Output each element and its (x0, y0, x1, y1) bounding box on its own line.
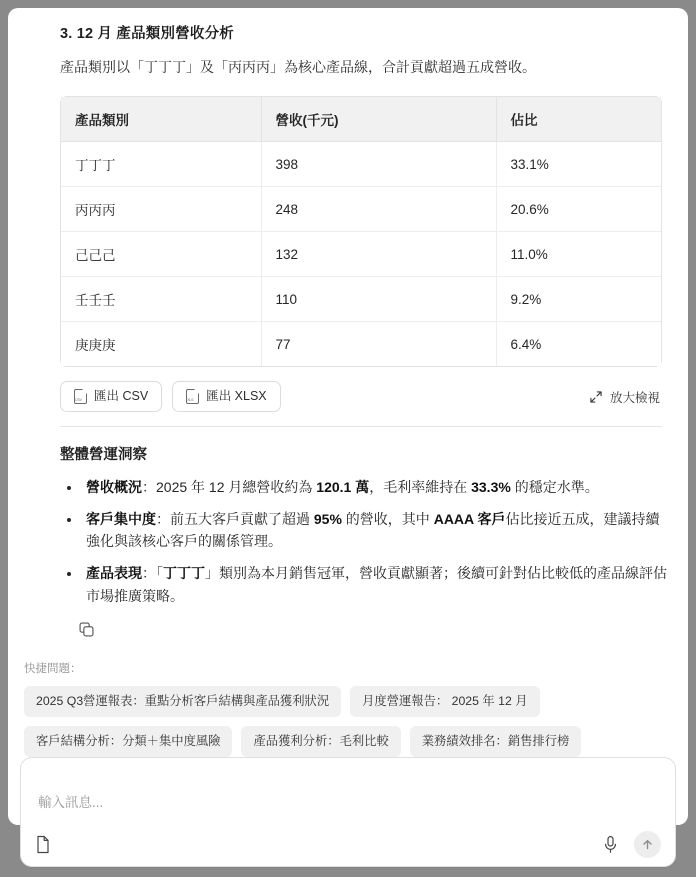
export-csv-label: 匯出 CSV (94, 389, 149, 404)
message-actions (78, 621, 672, 638)
quick-question-chip[interactable]: 產品獲利分析：毛利比較 (241, 726, 400, 757)
cell-category: 壬壬壬 (61, 277, 261, 322)
quick-questions-label: 快捷問題： (24, 663, 82, 676)
page-title: 3. 12 月 產品類別營收分析 (60, 26, 235, 42)
cell-revenue: 398 (261, 142, 496, 187)
cell-share: 6.4% (496, 322, 661, 367)
revenue-table (61, 97, 661, 366)
list-item: • 產品表現：「丁丁丁」類別為本月銷售冠軍，營收貢獻顯著；後續可針對佔比較低的產品線評估市場推廣策略。 (82, 562, 672, 607)
table-header-row (61, 97, 661, 142)
column-header-share: 佔比 (496, 97, 661, 142)
send-arrow-icon (641, 838, 654, 851)
message-input-placeholder[interactable]: 輸入訊息... (38, 794, 104, 810)
csv-file-icon: CSV (74, 389, 87, 404)
message-composer[interactable] (20, 757, 676, 867)
cell-revenue: 110 (261, 277, 496, 322)
composer-right-actions (603, 831, 661, 858)
expand-icon (589, 390, 603, 404)
quick-questions-list (24, 686, 688, 757)
quick-question-chip[interactable]: 客戶結構分析：分類＋集中度風險 (24, 726, 232, 757)
table-row (61, 232, 661, 277)
list-item: • 客戶集中度：前五大客戶貢獻了超過 95% 的營收，其中 AAAA 客戶佔比接近五成，建議持續強化與該核心客戶的關係管理。 (82, 508, 672, 553)
cell-share: 9.2% (496, 277, 661, 322)
insights-title: 整體營運洞察 (60, 447, 147, 463)
cell-category: 丙丙丙 (61, 187, 261, 232)
cell-category: 丁丁丁 (61, 142, 261, 187)
cell-category: 庚庚庚 (61, 322, 261, 367)
copy-icon[interactable] (78, 621, 95, 638)
export-xlsx-label: 匯出 XLSX (206, 389, 267, 404)
cell-revenue: 77 (261, 322, 496, 367)
cell-share: 11.0% (496, 232, 661, 277)
app-window (8, 8, 688, 825)
list-item: • 營收概況：2025 年 12 月總營收約為 120.1 萬，毛利率維持在 33.3% 的穩定水準。 (82, 476, 672, 499)
table-header (61, 97, 661, 142)
column-header-revenue: 營收(千元) (261, 97, 496, 142)
composer-area (8, 757, 688, 877)
export-csv-button[interactable] (60, 381, 162, 412)
export-button-group (60, 381, 281, 412)
cell-revenue: 132 (261, 232, 496, 277)
document-icon[interactable] (35, 835, 51, 854)
composer-toolbar (21, 824, 675, 866)
cell-revenue: 248 (261, 187, 496, 232)
column-header-category: 產品類別 (61, 97, 261, 142)
table-row (61, 187, 661, 232)
enlarge-view-button[interactable] (587, 382, 662, 412)
revenue-table-container (60, 96, 662, 367)
quick-question-chip[interactable]: 月度營運報告： 2025 年 12 月 (350, 686, 539, 717)
table-row (61, 142, 661, 187)
microphone-icon[interactable] (603, 835, 618, 854)
table-row (61, 277, 661, 322)
cell-share: 33.1% (496, 142, 661, 187)
cell-category: 己己己 (61, 232, 261, 277)
section-description: 產品類別以「丁丁丁」及「丙丙丙」為核心產品線，合計貢獻超過五成營收。 (60, 59, 536, 75)
insights-list (24, 476, 672, 607)
quick-question-chip[interactable]: 2025 Q3營運報表：重點分析客戶結構與產品獲利狀況 (24, 686, 341, 717)
quick-question-chip[interactable]: 業務績效排名：銷售排行榜 (410, 726, 582, 757)
table-action-bar (60, 381, 662, 427)
enlarge-view-label: 放大檢視 (609, 390, 660, 405)
conversation-scroll-area[interactable] (8, 8, 688, 757)
cell-share: 20.6% (496, 187, 661, 232)
send-button[interactable] (634, 831, 661, 858)
xlsx-file-icon: XLS (186, 389, 199, 404)
table-body (61, 142, 661, 367)
export-xlsx-button[interactable] (172, 381, 280, 412)
table-row (61, 322, 661, 367)
